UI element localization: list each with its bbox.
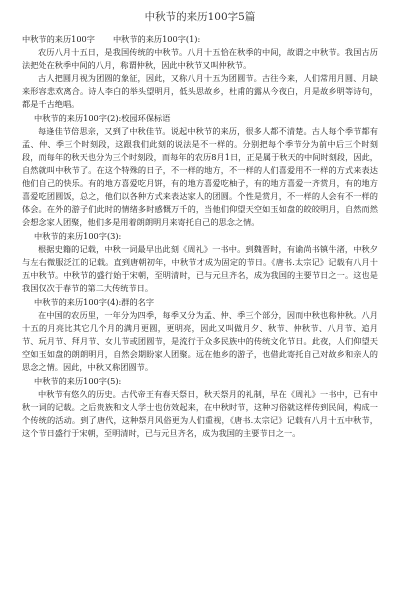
- intro-left: 中秋节的来历100字: [22, 34, 95, 44]
- section-2-heading: 中秋节的来历100字(2):校园环保标语: [34, 113, 171, 123]
- section-1-paragraph-2: 古人把圆月视为团圆的象征，因此，又称八月十五为团圆节。古往今来，人们常用月圆、月缺来形容悲欢离合。诗人李白的举头望明月，低头思故乡，杜甫的露从今夜白，月是故乡明等诗句，都是千古绝唱。: [22, 73, 378, 109]
- section-1-paragraph-1: 农历八月十五日，是我国传统的中秋节。八月十五恰在秋季的中间，故谓之中秋节。我国古历法把处在秋季中间的八月，称谓仲秋，因此中秋节又叫仲秋节。: [22, 47, 378, 70]
- intro-right: 中秋节的来历100字(1):: [112, 34, 201, 44]
- section-4-heading: 中秋节的来历100字(4):群的名字: [34, 297, 155, 307]
- section-5-heading: 中秋节的来历100字(5):: [34, 376, 122, 386]
- section-4-paragraph-1: 在中国的农历里，一年分为四季，每季又分为孟、仲、季三个部分，因而中秋也称仲秋。八月十五的月亮比其它几个月的满月更圆，更明亮，因此又叫做月夕、秋节、仲秋节、八月节、追月节、玩月节、拜月节、女儿节或团圆节，是流行于众多民族中的传统文化节日。此夜，人们仰望天空如玉如盘的朗朗明月，自然会期盼家人团聚。远在他乡的游子，也借此寄托自己对故乡和亲人的思念之情。因此，中秋又称团圆节。: [22, 310, 378, 372]
- section-5-paragraph-1: 中秋节有悠久的历史。古代帝王有春天祭日，秋天祭月的礼制，早在《周礼》一书中，已有中秋一词的记载。之后贵族和文人学士也仿效起来，在中秋时节，这种习俗就这样传到民间，构成一个传统的活动。到了唐代，这种祭月风俗更为人们重视，《唐书.太宗记》记载有八月十五中秋节，这个节日盛行于宋朝，至明清时，已与元旦齐名，成为我国的主要节日之一。: [22, 389, 378, 438]
- section-2-paragraph-1: 每逢佳节倍思亲，又到了中秋佳节。说起中秋节的来历，很多人都不清楚。古人每个季节都有孟、仲、季三个时刻段，这跟我们此刻的说法是不一样的。分别把每个季节分为前中后三个时刻段，而每年的秋天也分为三个时刻段，而每年的农历8月1日，正是属于秋天的中间时刻段，因此，自然就叫中秋节了。在这个特殊的日子，不一样的地方，不一样的人们喜爱用不一样的方式来表达他们自己的快乐。有的地方喜爱吃月饼，有的地方喜爱吃柚子，有的地方喜爱一齐赏月，有的地方喜爱吃团圆饭，总之，他们以各种方式来表达家人的团圆。个性是赏月，不一样的人会有不一样的体会。在外的游子们此时的情绪多时感慨万千的，当他们仰望天空如玉如盘的皎皎明月，自然而然会想念家人团聚，他们多是用着朗朗明月来寄托自己的思念之情。: [22, 126, 378, 227]
- intro-line: [22, 33, 378, 46]
- section-3-heading: 中秋节的来历100字(3):: [34, 231, 122, 241]
- section-3-paragraph-1: 根据史籍的记载，中秋一词最早出此刻《周礼》一书中。到魏晋时，有谕尚书镇牛渚，中秋夕与左右微服泛江的记载。直到唐朝初年，中秋节才成为固定的节日。《唐书.太宗记》记载有八月十五中秋节。中秋节的盛行始于宋朝，至明清时，已与元旦齐名，成为我国的主要节日之一。这也是我国仅次于春节的第二大传统节日。: [22, 244, 378, 293]
- document-title: 中秋节的来历100字5篇: [144, 11, 256, 23]
